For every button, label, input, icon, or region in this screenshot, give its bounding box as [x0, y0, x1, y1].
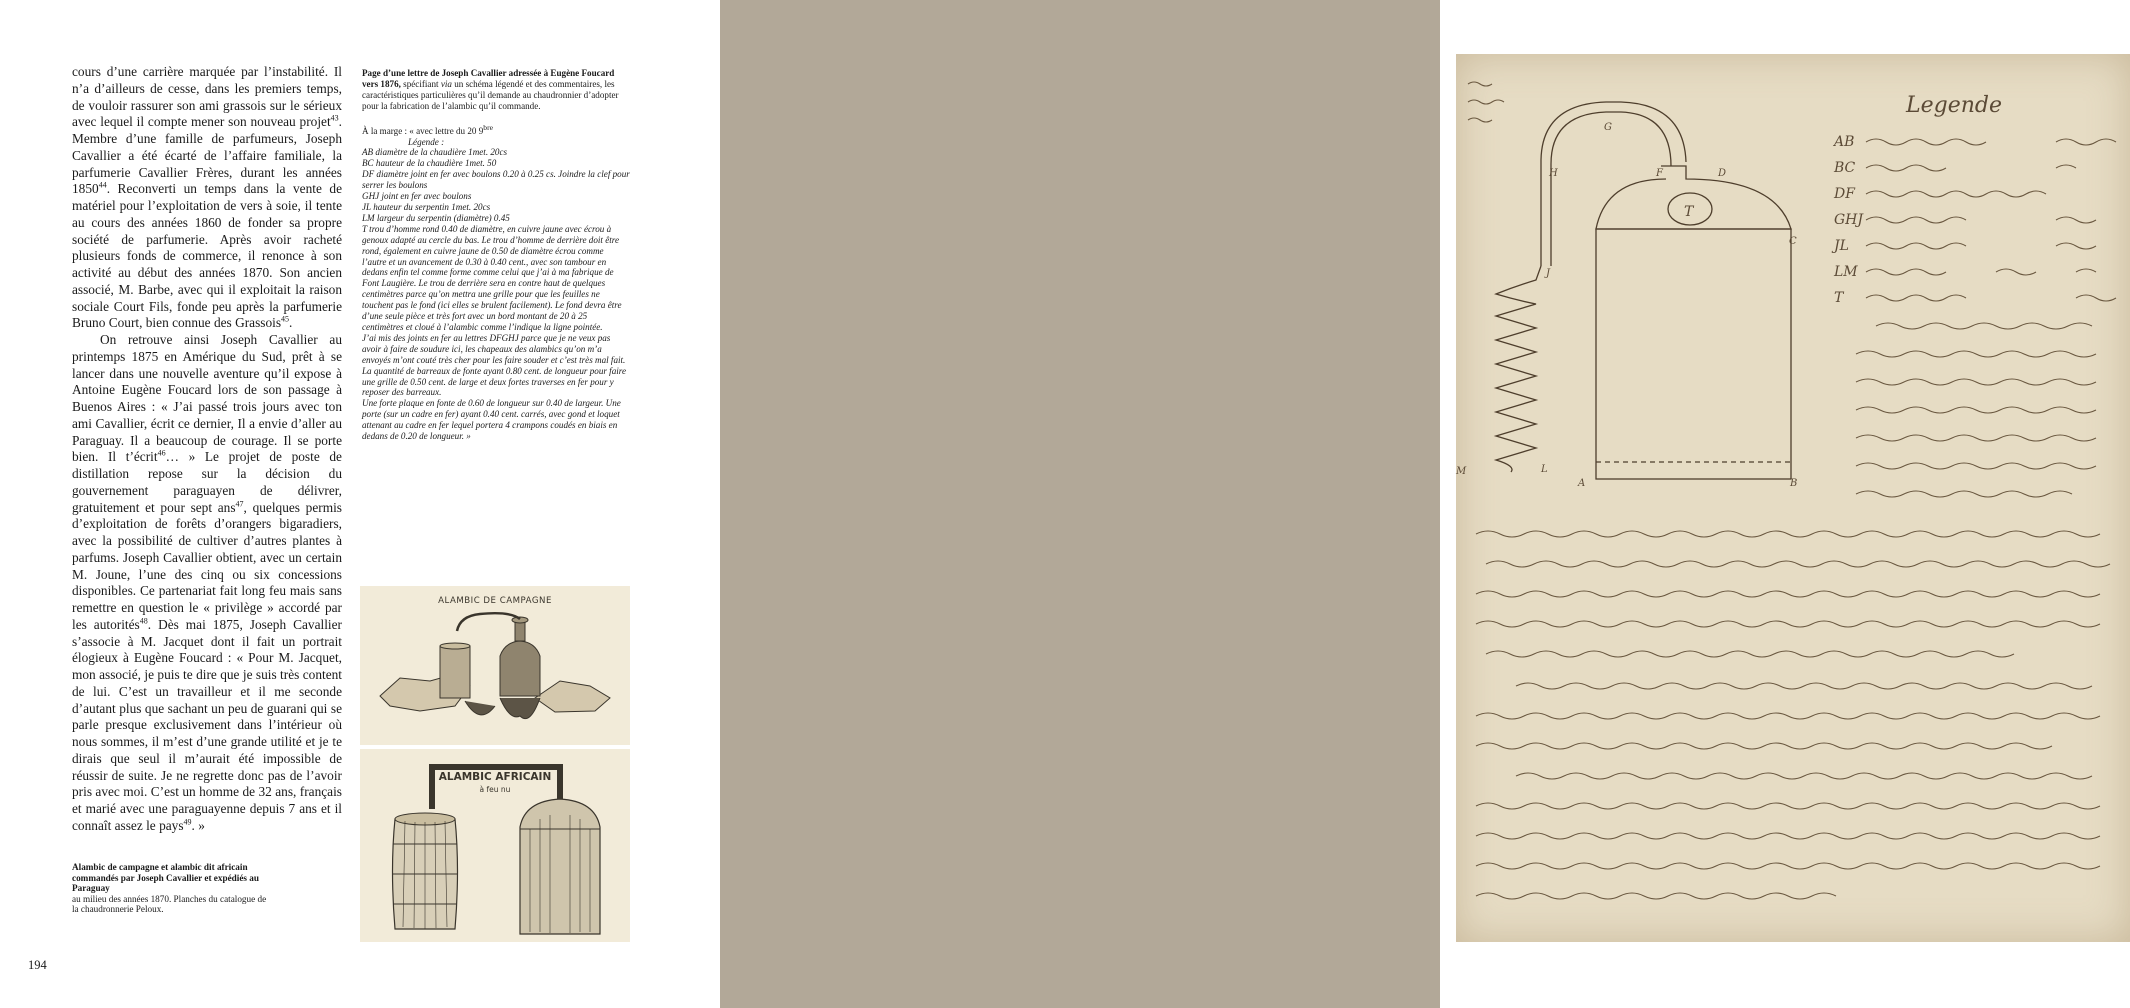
page-number: 194: [28, 958, 47, 972]
legende-line: La quantité de barreaux de fonte ayant 0.80 cent. de longueur pour faire une grille de 0.50 cent. de large et deux fortes traverses en fer pour y reposer des barreaux.: [362, 365, 627, 398]
right-page: [720, 0, 2003, 1008]
svg-text:T: T: [1834, 290, 1844, 306]
legende-line: DF diamètre joint en fer avec boulons 0.20 à 0.25 cs. Joindre la clef pour serrer les boulons: [362, 169, 630, 191]
legende-line: AB diamètre de la chaudière 1met. 20cs: [362, 147, 508, 158]
plate-title: ALAMBIC AFRICAIN: [438, 771, 552, 783]
plates-caption: Alambic de campagne et alambic dit africain commandés par Joseph Cavallier et expédiés au Paraguay au milieu des années 1870. Planches du catalogue de la chaudronnerie Peloux.: [72, 862, 267, 915]
label-m: M: [1456, 466, 1467, 477]
letter-diagram: [1456, 54, 2130, 942]
label-t: T: [1684, 204, 1694, 220]
body-paragraph: On retrouve ainsi Joseph Cavallier au printemps 1875 en Amérique du Sud, prêt à se lancer dans une nouvelle aventure qu’il expose à Antoine Eugène Foucard lors de son passage à Buenos Aires : « J’ai passé trois jours avec ton ami Cavallier, écrit ce dernier, Il a envie d’aller au Paraguay. Il a beaucoup de courage. Il se porte bien. Il t’écrit$^{46}$… » Le projet de poste de distillation repose sur la décision du gouvernement paraguayen de délivrer, gratuitement et pour sept ans$^{47}$, quelques permis d’exploitation de forêts d’orangers bigaradiers, avec la possibilité de cultiver d’autres plantes à parfums. Joseph Cavallier obtient, avec un certain M. Joune, l’une des cinq ou six concessions disponibles. Ce partenariat fait long feu mais sans remettre en question le « privilège » accordé par les autorités$^{48}$. Dès mai 1875, Joseph Cavallier s’associe à M. Jacquet dont il fait un portrait élogieux à Eugène Foucard : « Pour M. Jacquet, mon associé, je puis te dire que je suis très content de lui. C’est un travailleur et il me seconde d’autant plus que sachant un peu de guarani qui se parle presque exclusivement dans l’intérieur où nous sommes, il m’est d’une grande utilité et je te dirais que seul il m’aurait été impossible de réussir de suite. Je ne regrette donc pas de l’avoir pris avec moi. C’est un homme de 32 ans, français et marié avec une paraguayenne depuis 7 ans et il connaît assez le pays$^{49}$. »: [72, 332, 342, 833]
label-c: C: [1789, 236, 1797, 247]
legende-line: T trou d’homme rond 0.40 de diamètre, en cuivre jaune avec écrou à genoux adapté au cercle du bas. Le trou d’homme de derrière doit être rond, également en cuivre jaune de 0.50 de diamètre écrou comme l’autre et un avancement de 0.30 à 0.40 cent., avec son tambour en dedans enfin tel comme forme comme celui que j’ai à ma fabrique de Font Laugière. Le trou de derrière sera en contre haut de quelques centimètres parce qu’on mettra une grille pour que les feuilles ne touchent pas le fond (ici elles se brulent facilement). Le fond devra être d’une seule pièce et très fort avec un bord montant de 20 à 25 centimètres et cloué à l’alambic comme l’indique la ligne pointée.: [362, 223, 622, 332]
svg-text:GHJ: GHJ: [1834, 212, 1864, 228]
left-page: [0, 0, 720, 1008]
letter-caption: [362, 68, 630, 442]
label-g: G: [1604, 122, 1612, 133]
body-paragraph: cours d’une carrière marquée par l’instabilité. Il n’a d’ailleurs de cesse, dans les premiers temps, de vouloir rassurer son ami grassois sur le sérieux avec lequel il compte mener son nouveau projet$^{43}$. Membre d’une famille de parfumeurs, Joseph Cavallier a été écarté de l’affaire familiale, la parfumerie Cavallier Frères, durant les années 1850$^{44}$. Reconverti un temps dans la vente de matériel pour l’exploitation de vers à soie, il tente au cours des années 1860 de fonder sa propre société de parfumerie. Après avoir racheté plusieurs fonds de commerce, il renonce à son activité au début des années 1870. Son ancien associé, M. Barbe, avec qui il exploitait la raison sociale Court Fils, fonde peu après la parfumerie Bruno Court, bien connue des Grassois$^{45}$.: [72, 64, 342, 331]
label-h: H: [1549, 168, 1558, 179]
alambic-campagne-illustration: [360, 586, 630, 745]
label-d: D: [1718, 168, 1727, 179]
plate-subtitle: à feu nu: [479, 785, 511, 794]
svg-text:AB: AB: [1834, 134, 1855, 150]
body-text-column: [72, 64, 342, 835]
svg-text:DF: DF: [1834, 186, 1855, 202]
footnote-ref[interactable]: 43: [330, 113, 339, 123]
caption-marge: À la marge : « avec lettre du 20 $9^{bre}$: [362, 122, 493, 136]
legende-line: BC hauteur de la chaudière 1met. 50: [362, 158, 497, 169]
label-a: A: [1578, 478, 1586, 489]
letter-legend-keys: [1831, 134, 1864, 306]
footnote-ref[interactable]: 46: [157, 448, 166, 458]
footnote-ref[interactable]: 49: [183, 817, 192, 827]
legende-line: JL hauteur du serpentin 1met. 20cs: [362, 202, 491, 212]
caption-legende-title: Légende :: [408, 136, 445, 147]
caption-legende-lines: [362, 147, 630, 441]
label-l: L: [1541, 464, 1548, 475]
legende-line: GHJ joint en fer avec boulons: [362, 191, 472, 202]
footnote-ref[interactable]: 45: [281, 314, 290, 324]
diagram-labels: [1455, 122, 1797, 489]
label-b: B: [1790, 478, 1798, 489]
svg-text:LM: LM: [1834, 264, 1858, 280]
plate-alambic-africain: [360, 749, 630, 942]
legende-line: J’ai mis des joints en fer au lettres DFGHJ parce que je ne veux pas avoir à faire de soudure ici, les chapeaux des alambics qu’on m’a envoyés m’ont couté très cher pour les faire souder et c’est très mal fait.: [362, 332, 626, 365]
letter-heading: Legende: [1906, 93, 2003, 118]
plate-alambic-campagne: [360, 586, 630, 745]
legende-line: LM largeur du serpentin (diamètre) 0.45: [362, 212, 510, 223]
svg-text:JL: JL: [1834, 238, 1849, 254]
label-j: J: [1546, 268, 1551, 279]
manuscript-lines: [1468, 82, 2116, 899]
footnote-ref[interactable]: 48: [139, 616, 148, 626]
svg-text:BC: BC: [1834, 160, 1856, 176]
footnote-ref[interactable]: 47: [235, 499, 244, 509]
handwritten-letter-scan: [1456, 54, 2130, 942]
footnote-ref[interactable]: 44: [98, 180, 107, 190]
label-f: F: [1656, 168, 1663, 179]
legende-line: Une forte plaque en fonte de 0.60 de longueur sur 0.40 de largeur. Une porte (sur un cadre en fer) ayant 0.40 cent. carrés, avec gond et loquet attenant au cadre en fer lequel portera 4 crampons coudés en biais en dedans de 0.20 de longueur. »: [362, 398, 621, 442]
plate-title: ALAMBIC DE CAMPAGNE: [438, 596, 552, 606]
caption-lead: Page d’une lettre de Joseph Cavallier adressée à Eugène Foucard vers 1876, spécifiant via un schéma légendé et des commentaires, les caractéristiques particulières qu’il demande au chaudronnier d’adopter pour la fabrication de l’alambic qu’il commande.: [362, 68, 619, 111]
